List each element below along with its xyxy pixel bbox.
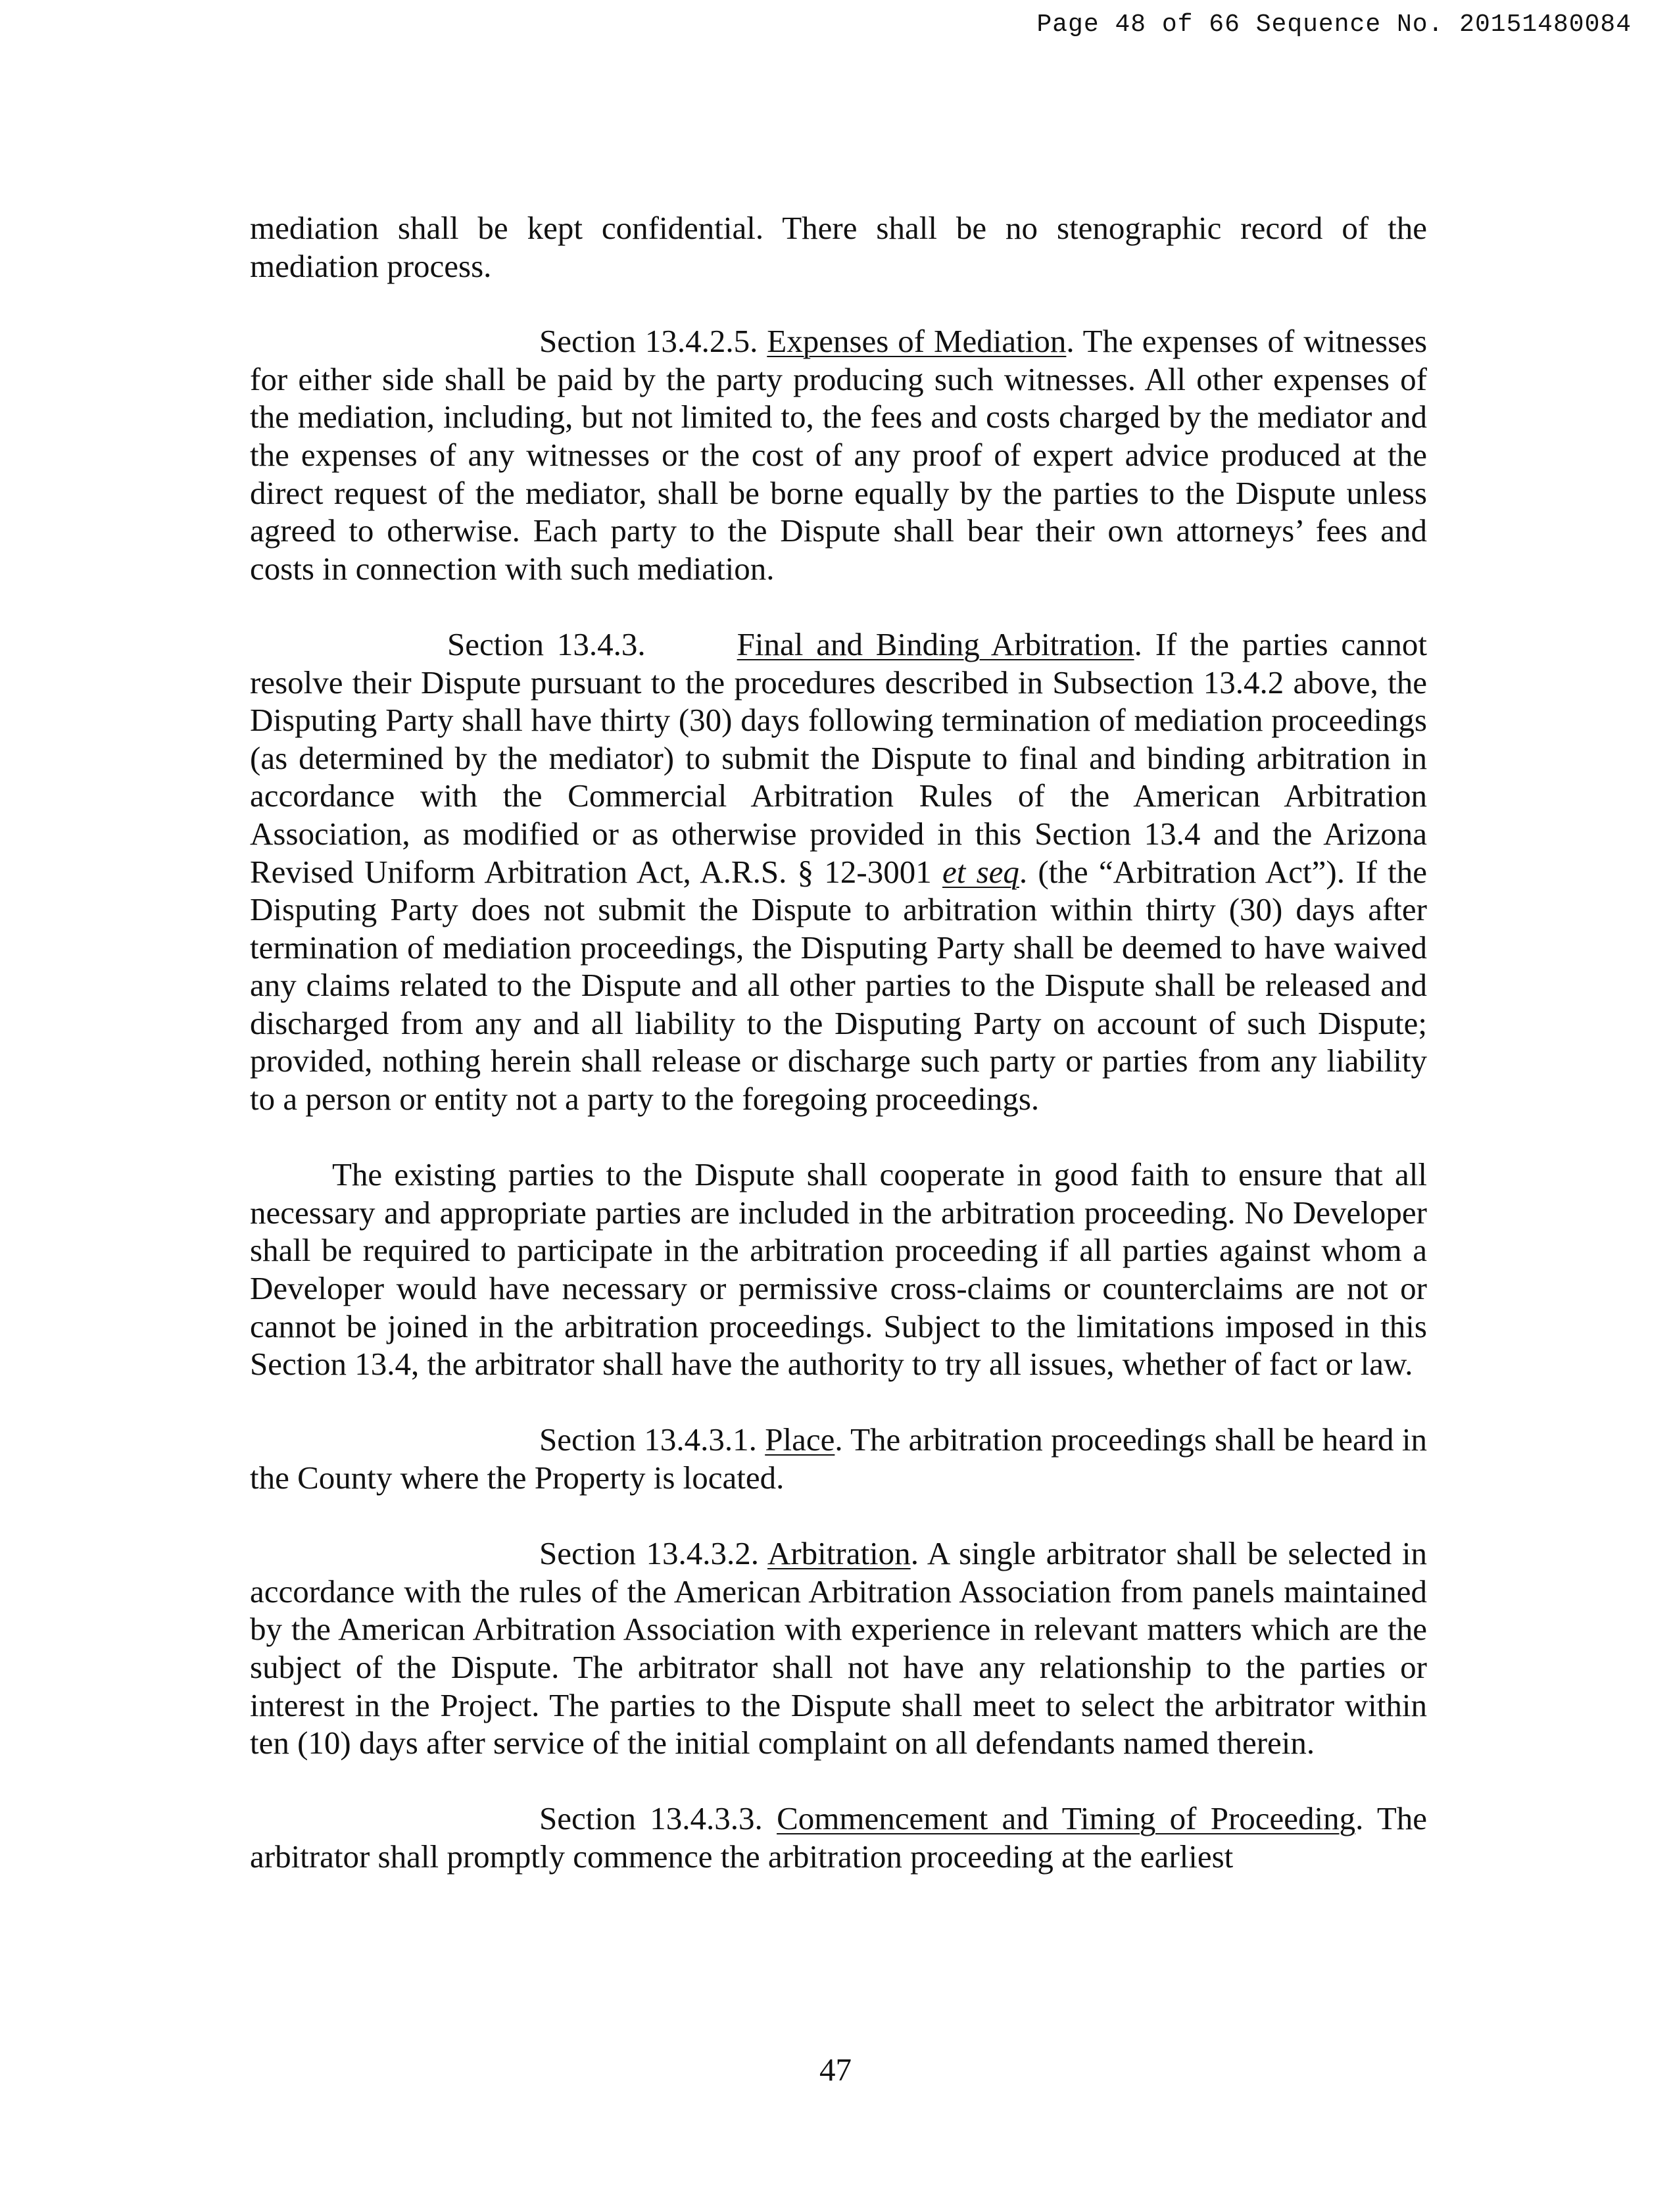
latin-et-seq: et seq	[942, 853, 1019, 890]
page-number: 47	[819, 2052, 852, 2088]
section-heading: Final and Binding Arbitration	[737, 626, 1134, 662]
section-number: Section 13.4.3.	[447, 626, 646, 662]
section-heading: Arbitration	[767, 1535, 911, 1572]
section-heading: Expenses of Mediation	[767, 323, 1067, 360]
section-text-continued: . (the “Arbitration Act”). If the Disputing Party does not submit the Dispute to arbitration within thirty (30) days after termination of mediation proceedings, the Disputing Party shall be deemed to have waived any claims related to the Dispute and all other parties to the Dispute shall be released and discharged from any and all liability to the Disputing Party on account of such Dispute; provided, nothing herein shall release or discharge such party or parties from any liability to a person or entity not a party to the foregoing proceedings.	[250, 853, 1427, 1118]
section-number: Section 13.4.2.5.	[539, 323, 758, 360]
section-text: . The arbitration proceedings shall be heard in the County where the Property is located.	[250, 1421, 1427, 1496]
paragraph-place	[250, 1421, 1427, 1496]
section-text: . The expenses of witnesses for either side shall be paid by the party producing such witnesses. All other expenses of the mediation, including, but not limited to, the fees and costs charged by the mediator and the expenses of any witnesses or the cost of any proof of expert advice produced at the direct request of the mediator, shall be borne equally by the parties to the Dispute unless agreed to otherwise. Each party to the Dispute shall bear their own attorneys’ fees and costs in connection with such mediation.	[250, 323, 1428, 587]
section-text: . A single arbitrator shall be selected in accordance with the rules of the American Arbitration Association from panels maintained by the American Arbitration Association with experience in relevant matters which are the subject of the Dispute. The arbitrator shall not have any relationship to the parties or interest in the Project. The parties to the Dispute shall meet to select the arbitrator within ten (10) days after service of the initial complaint on all defendants named therein.	[250, 1535, 1428, 1761]
section-heading: Commencement and Timing of Proceeding	[777, 1800, 1356, 1837]
paragraph-mediation-confidential: mediation shall be kept confidential. There shall be no stenographic record of the mediation process.	[250, 210, 1427, 284]
paragraph-final-binding-arbitration	[250, 626, 1427, 1118]
paragraph-existing-parties: The existing parties to the Dispute shall cooperate in good faith to ensure that all necessary and appropriate parties are included in the arbitration proceeding. No Developer shall be required to participate in the arbitration proceeding if all parties against whom a Developer would have necessary or permissive cross-claims or counterclaims are not or cannot be joined in the arbitration proceedings. Subject to the limitations imposed in this Section 13.4, the arbitrator shall have the authority to try all issues, whether of fact or law.	[250, 1156, 1427, 1383]
paragraph-arbitration	[250, 1535, 1427, 1762]
section-number: Section 13.4.3.3.	[539, 1800, 763, 1837]
document-body	[250, 209, 1427, 1913]
section-heading: Place	[765, 1421, 835, 1458]
paragraph-commencement-timing	[250, 1800, 1427, 1875]
page-header: Page 48 of 66 Sequence No. 20151480084	[1036, 11, 1632, 39]
section-number: Section 13.4.3.2.	[539, 1535, 760, 1572]
section-number: Section 13.4.3.1.	[539, 1421, 757, 1458]
section-text: . If the parties cannot resolve their Dispute pursuant to the procedures described in Subsection 13.4.2 above, the Disputing Party shall have thirty (30) days following termination of mediation proceedings (as determined by the mediator) to submit the Dispute to final and binding arbitration in accordance with the Commercial Arbitration Rules of the American Arbitration Association, as modified or as otherwise provided in this Section 13.4 and the Arizona Revised Uniform Arbitration Act, A.R.S. § 12-3001	[250, 626, 1427, 890]
section-text: . The arbitrator shall promptly commence the arbitration proceeding at the earliest	[250, 1800, 1428, 1875]
paragraph-expenses-of-mediation	[250, 322, 1427, 587]
